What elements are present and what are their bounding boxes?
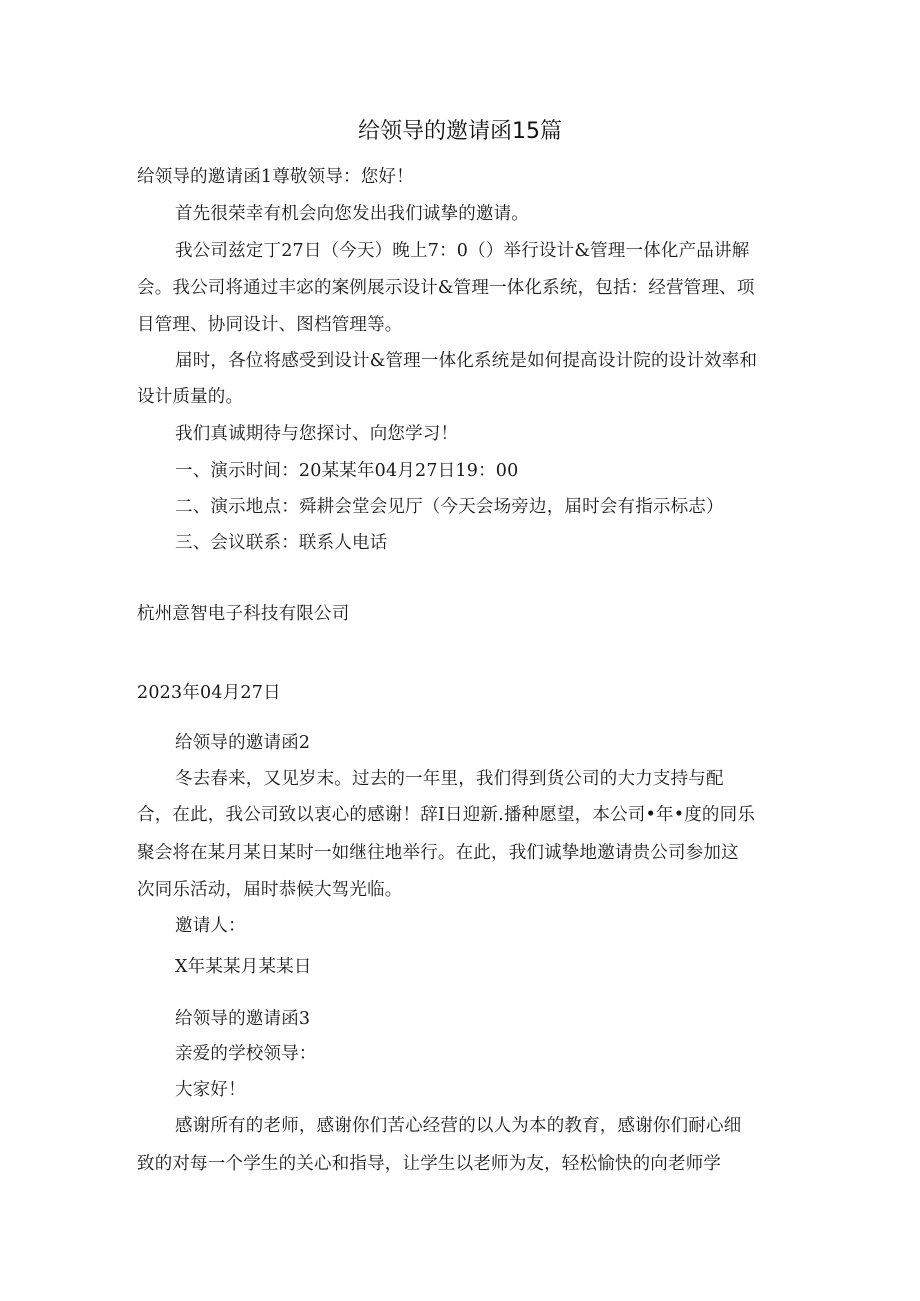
letter1-paragraph-3-line-2: 设计质量的。 — [137, 387, 244, 407]
letter3-paragraph-line-1: 感谢所有的老师，感谢你们苦心经营的以人为本的教育，感谢你们耐心细 — [175, 1116, 742, 1136]
letter1-heading-line: 给领导的邀请函1尊敬领导：您好！ — [137, 167, 414, 187]
letter2-date: X年某某月某某日 — [175, 957, 312, 977]
letter2-paragraph-line-4: 次同乐活动，届时恭候大驾光临。 — [137, 880, 403, 900]
letter1-date: 2023年04月27日 — [137, 683, 281, 703]
letter1-item-time: 一、演示时间：20某某年04月27日19：00 — [175, 461, 519, 481]
letter3-salutation: 亲爱的学校领导： — [175, 1044, 317, 1064]
letter2-paragraph-line-1: 冬去春来，又见岁末。过去的一年里，我们得到货公司的大力支持与配 — [175, 769, 724, 789]
letter1-item-contact: 三、会议联系：联系人电话 — [175, 533, 388, 553]
letter1-paragraph-1: 首先很荣幸有机会向您发出我们诚挚的邀请。 — [175, 204, 529, 224]
letter1-company: 杭州意智电子科技有限公司 — [137, 604, 350, 624]
letter2-paragraph-line-3: 聚会将在某月某日某时一如继往地举行。在此，我们诚挚地邀请贵公司参加这 — [137, 843, 739, 863]
letter1-item-location: 二、演示地点：舜耕会堂会见厅（今天会场旁边，届时会有指示标志） — [175, 497, 724, 517]
letter1-paragraph-2-line-3: 目管理、协同设计、图档管理等。 — [137, 315, 403, 335]
letter1-paragraph-4: 我们真诚期待与您探讨、向您学习！ — [175, 424, 459, 444]
letter1-paragraph-3-line-1: 届时，各位将感受到设计&管理一体化系统是如何提高设计院的设计效率和 — [175, 351, 758, 371]
document-title: 给领导的邀请函15篇 — [358, 119, 562, 144]
letter1-paragraph-2-line-2: 会。我公司将通过丰宓的案例展示设计&管理一体化系统，包括：经营管理、项 — [137, 278, 755, 298]
letter2-paragraph-line-2: 合，在此，我公司致以衷心的感谢！辞I日迎新.播种愿望，本公司•年•度的同乐 — [137, 805, 756, 825]
letter3-paragraph-line-2: 致的对每一个学生的关心和指导，让学生以老师为友，轻松愉快的向老师学 — [137, 1154, 722, 1174]
letter3-heading: 给领导的邀请函3 — [175, 1009, 311, 1029]
letter3-greeting: 大家好！ — [175, 1080, 246, 1100]
letter1-paragraph-2-line-1: 我公司兹定丁27日（今天）晚上7：0（）举行设计&管理一体化产品讲解 — [175, 241, 750, 261]
letter2-heading: 给领导的邀请函2 — [175, 733, 311, 753]
letter2-inviter: 邀请人： — [175, 916, 246, 936]
